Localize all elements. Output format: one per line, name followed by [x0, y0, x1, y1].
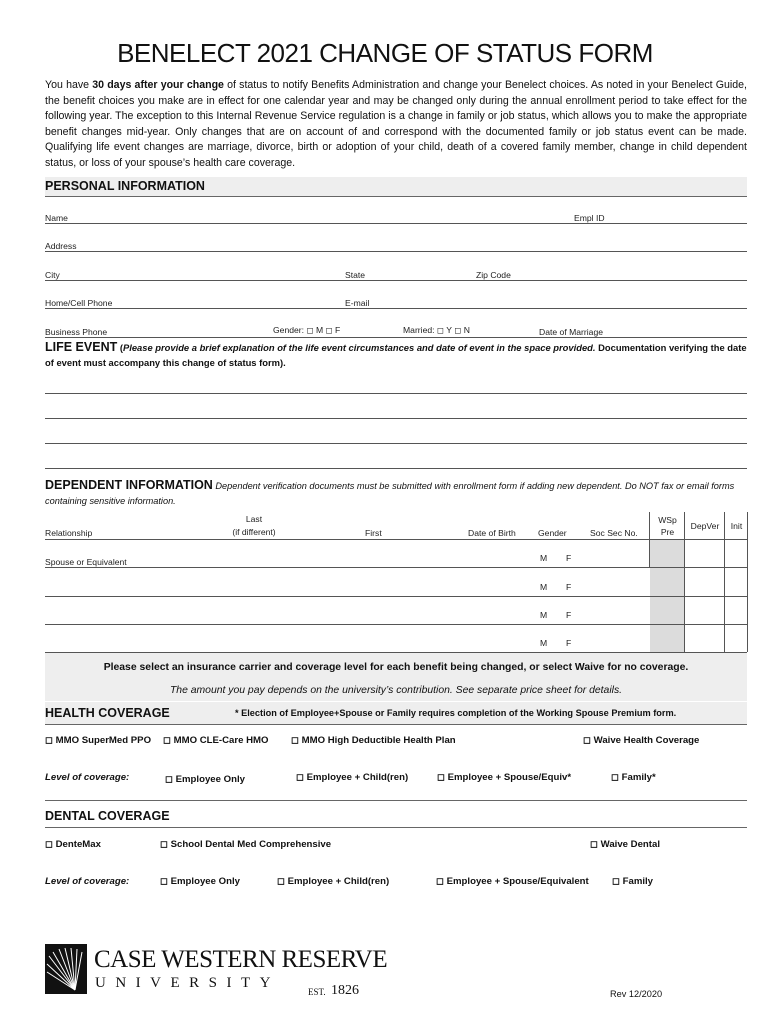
life-event-line-1[interactable]	[45, 393, 747, 394]
logo-wordmark: CASE WESTERN RESERVE	[94, 946, 388, 973]
dental-option-waive[interactable]: ◻ Waive Dental	[590, 839, 660, 850]
init-header-cell: Init	[724, 512, 748, 552]
name-label: Name	[45, 213, 68, 223]
zip-label: Zip Code	[476, 270, 511, 280]
wsp-shaded-area	[650, 567, 684, 652]
city-label: City	[45, 270, 60, 280]
col-last: Last	[245, 514, 263, 524]
logo-university: UNIVERSITY	[95, 975, 280, 991]
revision-label: Rev 12/2020	[610, 989, 663, 999]
row1-relationship: Spouse or Equivalent	[45, 557, 127, 567]
intro-paragraph	[45, 78, 747, 172]
col-ssn: Soc Sec No.	[590, 528, 638, 538]
health-level-family[interactable]: ◻ Family*	[611, 772, 656, 783]
dental-level-employee[interactable]: ◻ Employee Only	[160, 876, 240, 887]
dental-level-spouse[interactable]: ◻ Employee + Spouse/Equivalent	[436, 876, 589, 887]
health-option-supermed[interactable]: ◻ MMO SuperMed PPO	[45, 735, 152, 746]
dental-option-school[interactable]: ◻ School Dental Med Comprehensive	[160, 839, 332, 850]
university-seal-icon	[45, 944, 87, 994]
life-event-line-2[interactable]	[45, 418, 747, 419]
page-title: BENELECT 2021 CHANGE OF STATUS FORM	[117, 38, 653, 68]
health-level-child[interactable]: ◻ Employee + Child(ren)	[296, 772, 409, 783]
health-note: * Election of Employee+Spouse or Family requires completion of the Working Spouse Premium form.	[235, 708, 677, 718]
address-label: Address	[45, 241, 77, 251]
grid-line-right	[747, 512, 748, 652]
email-label: E-mail	[345, 298, 370, 308]
dep-row-2[interactable]	[45, 596, 747, 597]
depver-header-cell: DepVer	[684, 512, 725, 552]
dental-option-dentemax[interactable]: ◻ DenteMax	[45, 839, 101, 850]
row4-gender-f[interactable]: F	[566, 638, 572, 648]
row3-gender-m[interactable]: M	[540, 610, 548, 620]
business-phone-field[interactable]	[45, 337, 747, 338]
health-level-spouse[interactable]: ◻ Employee + Spouse/Equiv*	[437, 772, 572, 783]
business-phone-label: Business Phone	[45, 327, 108, 337]
col-first: First	[365, 528, 382, 538]
home-phone-label: Home/Cell Phone	[45, 298, 113, 308]
health-option-hdhp[interactable]: ◻ MMO High Deductible Health Plan	[291, 735, 456, 746]
col-gender: Gender	[538, 528, 567, 538]
state-label: State	[345, 270, 366, 280]
health-level-employee[interactable]: ◻ Employee Only	[165, 774, 245, 785]
dental-heading: DENTAL COVERAGE	[45, 800, 747, 828]
dental-level-label: Level of coverage:	[45, 876, 130, 887]
row2-gender-f[interactable]: F	[566, 582, 572, 592]
row3-gender-f[interactable]: F	[566, 610, 572, 620]
dep-header-rule	[45, 539, 747, 540]
dental-level-family[interactable]: ◻ Family	[612, 876, 654, 887]
address-field[interactable]	[45, 251, 747, 252]
city-field[interactable]	[45, 280, 747, 281]
health-level-label: Level of coverage:	[45, 772, 130, 783]
intro-pre: You have	[45, 79, 93, 91]
personal-heading: PERSONAL INFORMATION	[45, 177, 747, 197]
married-options[interactable]: Married: ◻ Y ◻ N	[403, 325, 470, 335]
wsp-header-cell: WSp Pre	[649, 512, 685, 552]
life-event-line-4[interactable]	[45, 468, 747, 469]
col-dob: Date of Birth	[468, 528, 516, 538]
intro-bold: 30 days after your change	[92, 79, 224, 91]
logo-year: 1826	[331, 983, 359, 998]
emplid-label: Empl ID	[574, 213, 605, 223]
row1-gender-f[interactable]: F	[566, 553, 572, 563]
name-field[interactable]	[45, 223, 747, 224]
wsp-shaded-cell	[649, 540, 685, 567]
health-option-waive[interactable]: ◻ Waive Health Coverage	[583, 735, 700, 746]
life-event-line-3[interactable]	[45, 443, 747, 444]
dependent-heading: DEPENDENT INFORMATION Dependent verification documents must be submitted with enrollment form if adding new dependent. Do NOT fax or email forms containing sensitive information.	[45, 478, 735, 506]
phone-field[interactable]	[45, 308, 747, 309]
dental-level-child[interactable]: ◻ Employee + Child(ren)	[277, 876, 390, 887]
select-instruction: Please select an insurance carrier and coverage level for each benefit being changed, or select Waive for no coverage.	[103, 662, 689, 673]
amount-note: The amount you pay depends on the university’s contribution. See separate price sheet for details.	[169, 685, 623, 696]
dep-row-3[interactable]	[45, 624, 747, 625]
health-option-clecare[interactable]: ◻ MMO CLE-Care HMO	[163, 735, 269, 746]
intro-post: of status to notify Benefits Administration and change your Benelect choices. As noted in your Benelect Guide, the benefit choices you make are in effect for one calendar year and may be changed only during the annual enrollment period to take effect for the following year. The exception to this Internal Revenue Service regulation is a change in family or job status, which allows you to make the appropriate benefit changes mid-year. Only changes that are on account of and correspond with the documented family or job status event can be made. Qualifying life event changes are marriage, divorce, birth or adoption of your child, death of a covered family member, change in child dependent status, or loss of your spouse’s health care coverage.	[45, 79, 747, 169]
row1-gender-m[interactable]: M	[540, 553, 548, 563]
date-of-marriage-label: Date of Marriage	[539, 327, 604, 337]
logo-est: EST.	[308, 987, 326, 997]
row4-gender-m[interactable]: M	[540, 638, 548, 648]
dep-row-1[interactable]	[45, 567, 747, 568]
life-event-heading: LIFE EVENT (Please provide a brief explanation of the life event circumstances and date of event in the space provided. Documentation verifying the date of event must accompany this change of status form).	[45, 340, 747, 368]
row2-gender-m[interactable]: M	[540, 582, 548, 592]
gender-options[interactable]: Gender: ◻ M ◻ F	[273, 325, 341, 335]
col-relationship: Relationship	[45, 528, 93, 538]
health-heading: HEALTH COVERAGE	[45, 706, 170, 720]
col-last-sub: (if different)	[232, 527, 276, 537]
